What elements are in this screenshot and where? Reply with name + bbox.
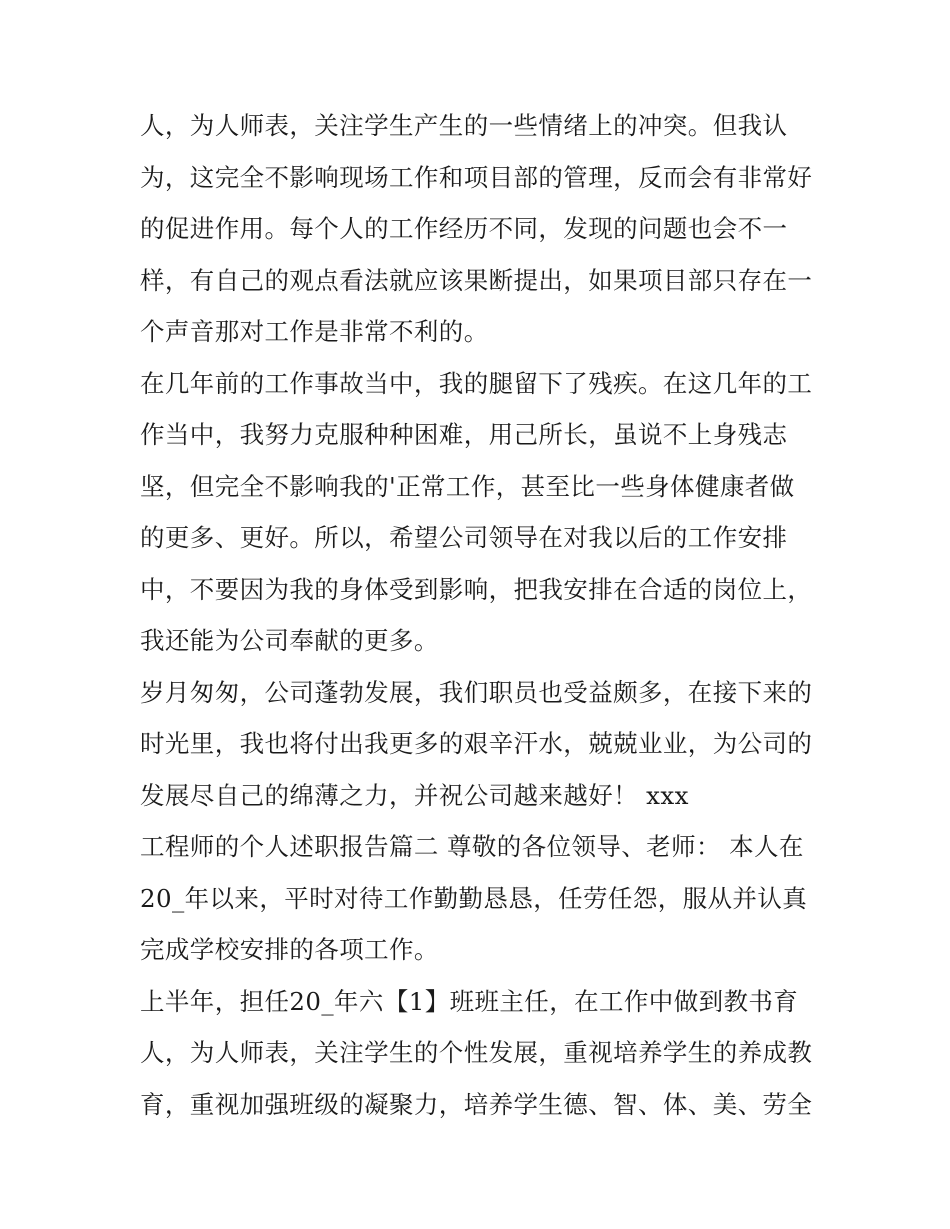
text-line: 育，重视加强班级的凝聚力，培养学生德、智、体、美、劳全 bbox=[140, 1089, 813, 1119]
text-line: 坚，但完全不影响我的'正常工作，甚至比一些身体健康者做 bbox=[140, 471, 795, 501]
document-body bbox=[140, 100, 820, 1130]
text-line: 工程师的个人述职报告篇二 尊敬的各位领导、老师： 本人在 bbox=[140, 832, 804, 861]
text-line: 上半年，担任20_年六【1】班班主任，在工作中做到教书育 bbox=[140, 986, 799, 1016]
text-line: 在几年前的工作事故当中，我的腿留下了残疾。在这几年的工 bbox=[140, 368, 813, 398]
text-line: 人，为人师表，关注学生的个性发展，重视培养学生的养成教 bbox=[140, 1038, 813, 1067]
text-line: 岁月匆匆，公司蓬勃发展，我们职员也受益颇多，在接下来的 bbox=[140, 677, 813, 707]
text-line: 20_年以来，平时对待工作勤勤恳恳，任劳任怨，服从并认真 bbox=[140, 883, 808, 913]
text-line: 样，有自己的观点看法就应该果断提出，如果项目部只存在一 bbox=[140, 265, 813, 295]
text-line: 我还能为公司奉献的更多。 bbox=[140, 626, 439, 655]
text-line: 完成学校安排的各项工作。 bbox=[140, 935, 439, 964]
text-line: 发展尽自己的绵薄之力，并祝公司越来越好！ xxx bbox=[140, 780, 689, 810]
text-line: 的促进作用。每个人的工作经历不同，发现的问题也会不一 bbox=[140, 214, 788, 243]
text-line: 个声音那对工作是非常不利的。 bbox=[140, 317, 489, 346]
text-line: 时光里，我也将付出我更多的艰辛汗水，兢兢业业，为公司的 bbox=[140, 729, 813, 758]
text-line: 人，为人师表，关注学生产生的一些情绪上的冲突。但我认 bbox=[140, 111, 788, 140]
text-line: 中，不要因为我的身体受到影响，把我安排在合适的岗位上， bbox=[140, 574, 813, 604]
text-line: 作当中，我努力克服种种困难，用己所长，虽说不上身残志 bbox=[140, 420, 788, 449]
text-line: 的更多、更好。所以，希望公司领导在对我以后的工作安排 bbox=[140, 523, 788, 552]
text-line: 为，这完全不影响现场工作和项目部的管理，反而会有非常好 bbox=[140, 162, 813, 192]
